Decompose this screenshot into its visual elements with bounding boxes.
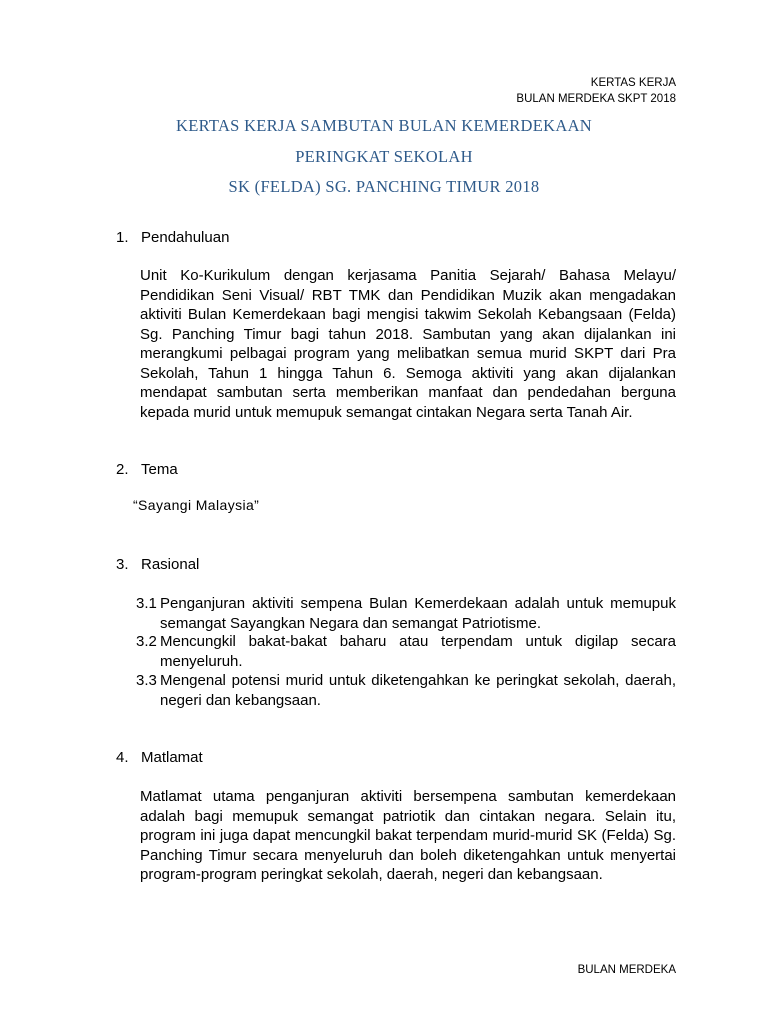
header-line-2: BULAN MERDEKA SKPT 2018: [516, 93, 676, 105]
section-number: 3.: [116, 556, 129, 573]
item-text: Penganjuran aktiviti sempena Bulan Kemerdekaan adalah untuk memupuk semangat Sayangkan Negara dan semangat Patriotisme.: [160, 595, 676, 632]
section-body-pendahuluan: Unit Ko-Kurikulum dengan kerjasama Panitia Sejarah/ Bahasa Melayu/ Pendidikan Seni Visual/ RBT TMK dan Pendidikan Muzik akan mengadakan aktiviti Bulan Kemerdekaan bagi mengisi takwim Sekolah Kebangsaan (Felda) Sg. Panching Timur bagi tahun 2018. Sambutan yang akan dijalankan ini merangkumi pelbagai program yang melibatkan semua murid SKPT dari Pra Sekolah, Tahun 1 hingga Tahun 6. Semoga aktiviti yang akan dijalankan mendapat sambutan serta memberikan manfaat dan pendedahan berguna kepada murid untuk memupuk semangat cintakan Negara serta Tanah Air.: [140, 267, 676, 421]
page-header: [516, 75, 676, 107]
tema-quote: “Sayangi Malaysia”: [133, 497, 260, 513]
item-text: Mengenal potensi murid untuk diketengahkan ke peringkat sekolah, daerah, negeri dan kebangsaan.: [160, 672, 676, 709]
item-text: Mencungkil bakat-bakat baharu atau terpendam untuk digilap secara menyeluruh.: [160, 633, 676, 670]
section-heading-pendahuluan: [116, 229, 229, 246]
section-number: 4.: [116, 749, 129, 766]
section-body-matlamat: Matlamat utama penganjuran aktiviti bersempena sambutan kemerdekaan adalah bagi memupuk semangat patriotik dan cintakan negara. Selain itu, program ini juga dapat mencungkil bakat terpendam murid-murid SK (Felda) Sg. Panching Timur secara menyeluruh dan boleh diketengahkan untuk menyertai program-program peringkat sekolah, daerah, negeri dan kebangsaan.: [140, 788, 676, 883]
school-name-title: SK (FELDA) SG. PANCHING TIMUR 2018: [228, 177, 540, 196]
item-number: 3.1: [136, 595, 157, 612]
rasional-item: [136, 594, 676, 633]
item-number: 3.3: [136, 672, 157, 689]
section-title: Rasional: [141, 556, 200, 573]
rasional-item: [136, 671, 676, 710]
document-subtitle: PERINGKAT SEKOLAH: [295, 147, 473, 166]
page-footer: BULAN MERDEKA: [577, 964, 676, 976]
section-title: Tema: [141, 461, 178, 478]
section-heading-rasional: [116, 556, 199, 573]
section-title: Pendahuluan: [141, 229, 230, 246]
section-heading-matlamat: [116, 749, 203, 766]
section-number: 1.: [116, 229, 129, 246]
section-number: 2.: [116, 461, 129, 478]
section-title: Matlamat: [141, 749, 203, 766]
header-line-1: KERTAS KERJA: [590, 77, 676, 89]
item-number: 3.2: [136, 633, 157, 650]
section-heading-tema: [116, 461, 178, 478]
rasional-item: [136, 632, 676, 671]
document-title: KERTAS KERJA SAMBUTAN BULAN KEMERDEKAAN: [176, 116, 592, 135]
